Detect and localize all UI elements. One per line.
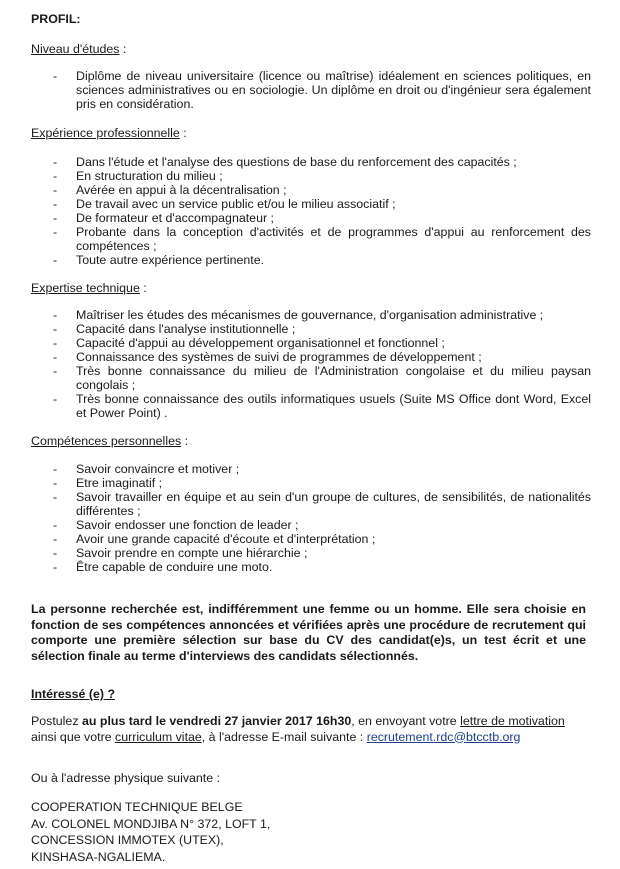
section-heading-niveau: [31, 42, 126, 56]
section-title-suffix: :: [119, 42, 127, 56]
niveau-list: [31, 69, 591, 111]
apply-prefix: Postulez: [31, 714, 82, 728]
physical-address-intro: Ou à l'adresse physique suivante :: [31, 771, 221, 785]
apply-line2-mid: , à l'adresse E-mail suivante :: [201, 729, 367, 744]
expertise-list: [31, 308, 591, 420]
section-title-suffix: :: [179, 126, 187, 140]
apply-line2-prefix: ainsi que votre: [31, 729, 116, 744]
list-item: - De formateur et d'accompagnateur ;: [53, 211, 274, 225]
list-item: - En structuration du milieu ;: [53, 169, 223, 183]
list-item: - Maîtriser les études des mécanismes de gouvernance, d'organisation administrative ;: [53, 308, 544, 322]
list-item: - Toute autre expérience pertinente.: [53, 253, 265, 267]
list-item: - De travail avec un service public et/ou le milieu associatif ;: [53, 197, 396, 211]
section-title: Compétences personnelles: [31, 434, 182, 448]
list-item: - Etre imaginatif ;: [53, 476, 163, 490]
list-item: - Très bonne connaissance du milieu de l'Administration congolaise et du milieu paysan congolais ;: [53, 364, 591, 392]
section-title-suffix: :: [139, 281, 147, 295]
section-title: Niveau d'études: [31, 42, 120, 56]
physical-address: [31, 799, 270, 865]
apply-deadline: au plus tard le vendredi 27 janvier 2017 16h30: [81, 714, 352, 728]
address-line: CONCESSION IMMOTEX (UTEX),: [31, 833, 224, 847]
apply-instructions: [31, 714, 586, 745]
experience-list: [31, 155, 591, 267]
email-link[interactable]: recrutement.rdc@btcctb.org: [366, 729, 521, 744]
interest-title: Intéressé (e) ?: [31, 687, 116, 701]
list-item: - Capacité d'appui au développement organisationnel et fonctionnel ;: [53, 336, 445, 350]
competences-list: [31, 462, 591, 574]
apply-mid: , en envoyant votre: [351, 714, 461, 728]
motivation-letter-text: lettre de motivation: [460, 714, 565, 728]
list-item: - Savoir convaincre et motiver ;: [53, 462, 240, 476]
section-heading-experience: [31, 126, 187, 140]
list-item: - Savoir endosser une fonction de leader ;: [53, 518, 299, 532]
section-title-suffix: :: [181, 434, 189, 448]
list-item: - Connaissance des systèmes de suivi de programmes de développement ;: [53, 350, 482, 364]
section-title: Expertise technique: [31, 281, 140, 295]
list-item: - Dans l'étude et l'analyse des questions de base du renforcement des capacités ;: [53, 155, 517, 169]
list-item: - Diplôme de niveau universitaire (licence ou maîtrise) idéalement en sciences politiques, en sciences administratives ou en sociologie. Un diplôme en droit ou d'ingénieur sera également pris en considération.: [53, 69, 591, 111]
address-line: COOPERATION TECHNIQUE BELGE: [31, 800, 243, 814]
list-item: - Savoir prendre en compte une hiérarchie ;: [53, 546, 308, 560]
list-item: - Être capable de conduire une moto.: [53, 560, 273, 574]
section-title: Expérience professionnelle: [31, 126, 180, 140]
address-line: Av. COLONEL MONDJIBA N° 372, LOFT 1,: [31, 816, 271, 831]
list-item: - Capacité dans l'analyse institutionnelle ;: [53, 322, 296, 336]
list-item: - Probante dans la conception d'activités et de programmes d'appui au renforcement des compétences ;: [53, 225, 591, 253]
address-line: KINSHASA-NGALIEMA.: [31, 849, 166, 864]
cv-text: curriculum vitae: [115, 729, 202, 744]
profil-title: PROFIL:: [31, 12, 81, 26]
section-heading-expertise: [31, 281, 147, 295]
list-item: - Très bonne connaissance des outils informatiques usuels (Suite MS Office dont Word, Excel et Power Point) .: [53, 392, 591, 420]
selection-statement: La personne recherchée est, indifféremment une femme ou un homme. Elle sera choisie en fonction de ses compétences annoncées et vérifiées après une procédure de recrutement qui comporte une première sélection sur base du CV des candidat(e)s, un test écrit et une sélection finale au terme d'interviews des candidats sélectionnés.: [31, 602, 586, 663]
list-item: - Avérée en appui à la décentralisation ;: [53, 183, 287, 197]
list-item: - Savoir travailler en équipe et au sein d'un groupe de cultures, de sensibilités, de nationalités différentes ;: [53, 490, 591, 518]
section-heading-competences: [31, 434, 188, 448]
list-item: - Avoir une grande capacité d'écoute et d'interprétation ;: [53, 532, 376, 546]
